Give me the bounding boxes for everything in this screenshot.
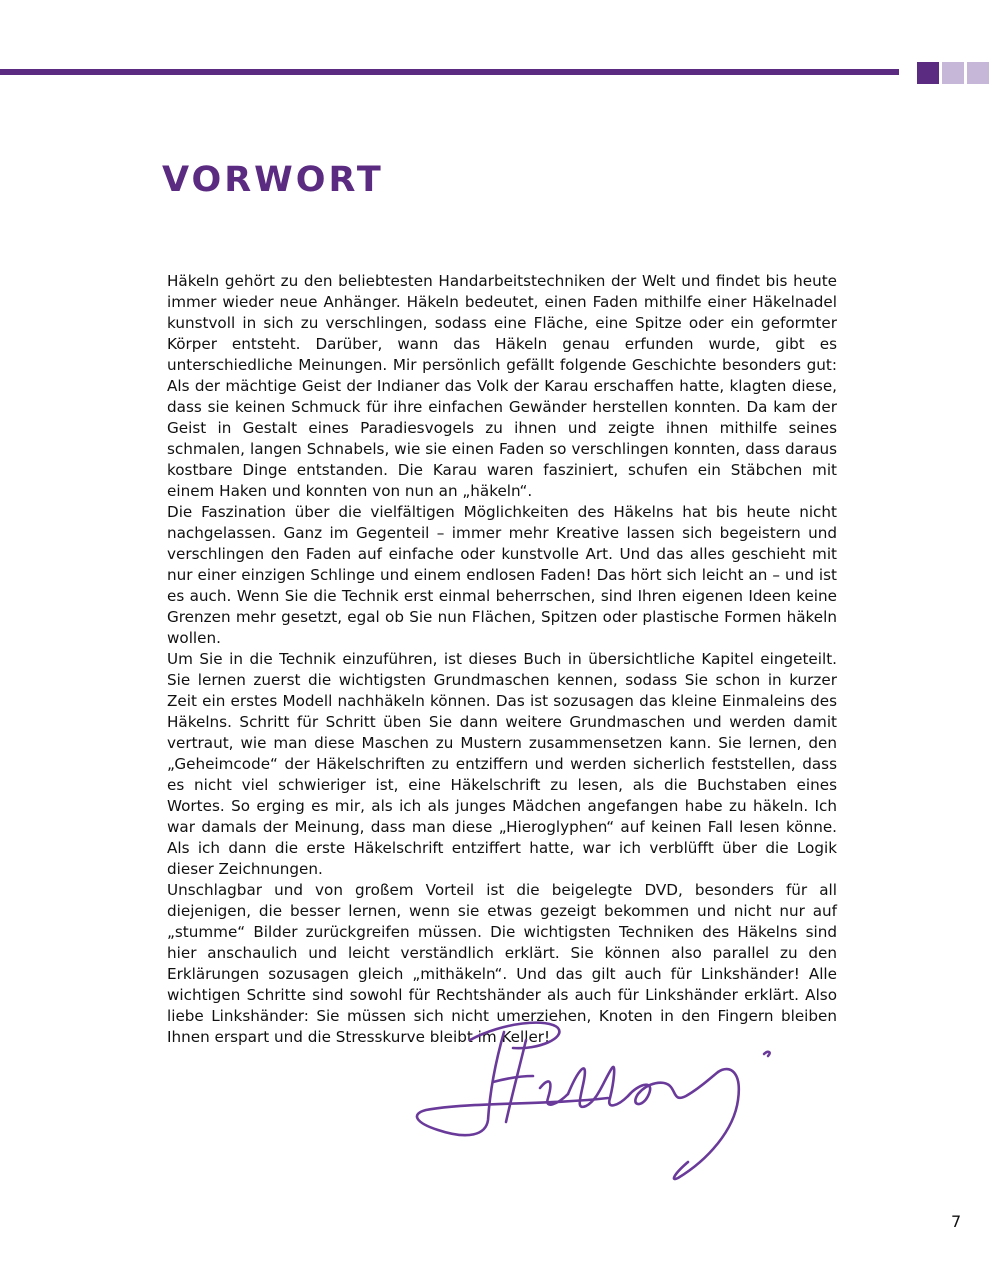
paragraph: Unschlagbar und von großem Vorteil ist die beigelegte DVD, besonders für all diejenigen, die besser lernen, wenn sie etwas gezeigt bekommen und nicht nur auf „stumme“ Bilder zurückgreifen müssen. Die wichtigsten Techniken des Häkelns sind hier anschaulich und leicht verständlich erklärt. Sie können also parallel zu den Erklärungen sozusagen gleich „mithäkeln“. Und das gilt auch für Linkshänder! Alle wichtigen Schritte sind sowohl für Rechtshänder als auch für Linkshänder erklärt. Also liebe Linkshänder: Sie müssen sich nicht umerziehen, Knoten in den Fingern bleiben Ihnen erspart und die Stresskurve bleibt im Keller! [167, 881, 837, 1046]
header-rule [0, 69, 899, 75]
page-number: 7 [951, 1212, 962, 1231]
header-square-light [942, 62, 964, 84]
header-square-light [967, 62, 989, 84]
paragraph: Die Faszination über die vielfältigen Möglichkeiten des Häkelns hat bis heute nicht nachgelassen. Ganz im Gegenteil – immer mehr Kreative lassen sich begeistern und verschlingen den Faden auf einfache oder kunstvolle Art. Und das alles geschieht mit nur einer einzigen Schlinge und einem endlosen Faden! Das hört sich leicht an – und ist es auch. Wenn Sie die Technik erst einmal beherrschen, sind Ihren eigenen Ideen keine Grenzen mehr gesetzt, egal ob Sie nun Flächen, Spitzen oder plastische Formen häkeln wollen. [167, 503, 837, 647]
body-text [167, 271, 837, 1048]
page-title: VORWORT [162, 160, 384, 200]
paragraph: Häkeln gehört zu den beliebtesten Handarbeitstechniken der Welt und findet bis heute immer wieder neue Anhänger. Häkeln bedeutet, einen Faden mithilfe einer Häkelnadel kunstvoll in sich zu verschlingen, sodass eine Fläche, eine Spitze oder ein geformter Körper entsteht. Darüber, wann das Häkeln genau erfunden wurde, gibt es unterschiedliche Meinungen. Mir persönlich gefällt folgende Geschichte besonders gut: Als der mächtige Geist der Indianer das Volk der Karau erschaffen hatte, klagten diese, dass sie keinen Schmuck für ihre einfachen Gewänder herstellen konnten. Da kam der Geist in Gestalt eines Paradiesvogels zu ihnen und zeigte ihnen mithilfe seines schmalen, langen Schnabels, wie sie einen Faden so verschlingen konnten, dass daraus kostbare Dinge entstanden. Die Karau waren fasziniert, schufen ein Stäbchen mit einem Haken und konnten von nun an „häkeln“. [167, 272, 837, 500]
header-squares [917, 62, 989, 84]
paragraph: Um Sie in die Technik einzuführen, ist dieses Buch in übersichtliche Kapitel eingeteilt. Sie lernen zuerst die wichtigsten Grundmaschen kennen, sodass Sie schon in kurzer Zeit ein erstes Modell nachhäkeln können. Das ist sozusagen das kleine Einmaleins des Häkelns. Schritt für Schritt üben Sie dann weitere Grundmaschen und werden damit vertraut, wie man diese Maschen zu Mustern zusammensetzen kann. Sie lernen, den „Geheimcode“ der Häkelschriften zu entziffern und werden sicherlich feststellen, dass es nicht viel schwieriger ist, eine Häkelschrift zu lesen, als die Buchstaben eines Wortes. So erging es mir, als ich als junges Mädchen angefangen habe zu häkeln. Ich war damals der Meinung, dass man diese „Hieroglyphen“ auf keinen Fall lesen könne. Als ich dann die erste Häkelschrift entziffert hatte, war ich verblüfft über die Logik dieser Zeichnungen. [167, 650, 837, 878]
signature-icon [408, 1010, 788, 1190]
header-square-dark [917, 62, 939, 84]
